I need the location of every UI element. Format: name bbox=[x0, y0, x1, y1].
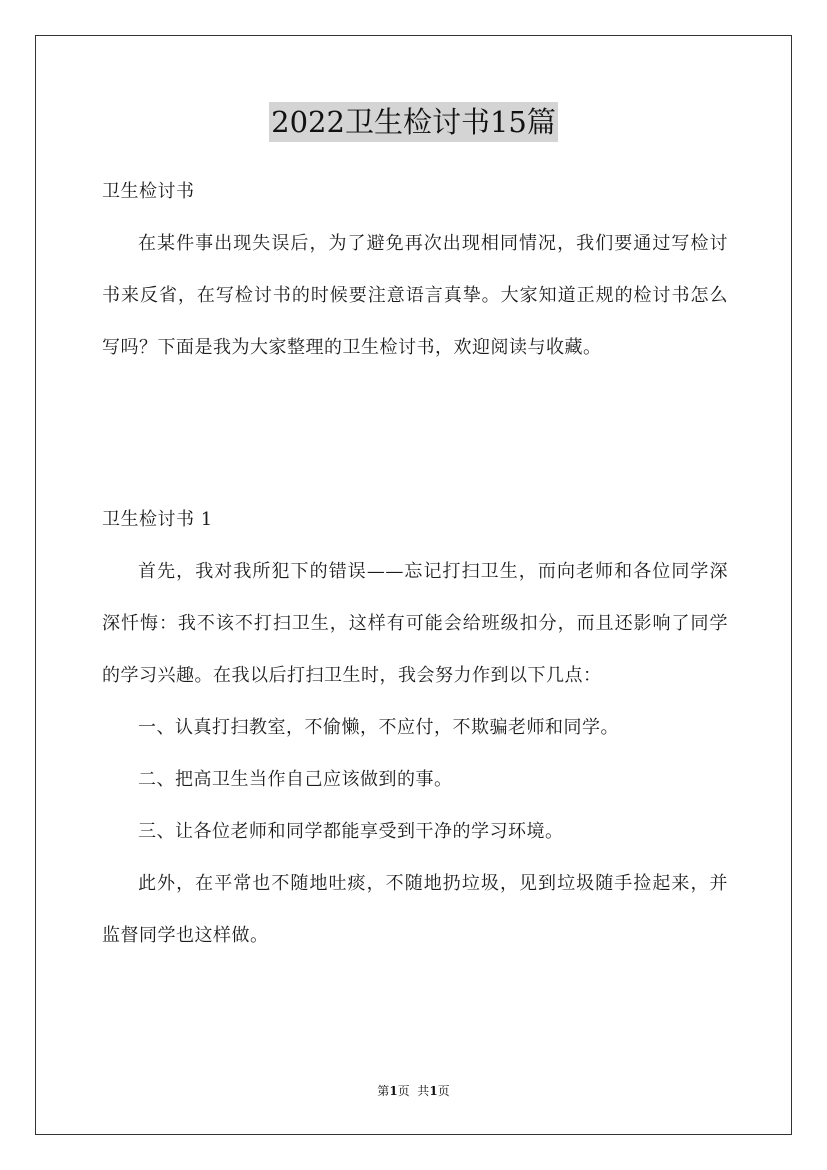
section-1 bbox=[102, 494, 728, 962]
section-1-paragraph: 此外，在平常也不随地吐痰，不随地扔垃圾，见到垃圾随手捡起来，并监督同学也这样做。 bbox=[102, 873, 728, 946]
footer-page-mid: 页 共 bbox=[397, 1084, 430, 1098]
intro-paragraph: 在某件事出现失误后，为了避免再次出现相同情况，我们要通过写检讨书来反省，在写检讨书的时候要注意语言真挚。大家知道正规的检讨书怎么写吗？下面是我为大家整理的卫生检讨书，欢迎阅读与收藏。 bbox=[102, 233, 728, 358]
section-1-heading: 卫生检讨书 1 bbox=[102, 509, 213, 530]
footer-page-total: 1 bbox=[429, 1084, 438, 1098]
footer-page-prefix: 第 bbox=[377, 1084, 390, 1098]
section-1-paragraph: 二、把高卫生当作自己应该做到的事。 bbox=[138, 769, 453, 790]
intro-heading: 卫生检讨书 bbox=[102, 181, 195, 202]
section-1-paragraph: 首先，我对我所犯下的错误——忘记打扫卫生，而向老师和各位同学深深忏悔：我不该不打扫卫生，这样有可能会给班级扣分，而且还影响了同学的学习兴趣。在我以后打扫卫生时，我会努力作到以下几点： bbox=[102, 561, 728, 686]
footer-page-current: 1 bbox=[389, 1084, 398, 1098]
intro-section bbox=[102, 166, 728, 374]
section-1-paragraph: 一、认真打扫教室，不偷懒，不应付，不欺骗老师和同学。 bbox=[138, 717, 619, 738]
section-1-paragraph: 三、让各位老师和同学都能享受到干净的学习环境。 bbox=[138, 821, 564, 842]
footer-page-suffix: 页 bbox=[437, 1084, 450, 1098]
page-footer bbox=[0, 1082, 827, 1100]
document-title: 2022卫生检讨书15篇 bbox=[269, 102, 558, 142]
title-container bbox=[0, 102, 827, 142]
